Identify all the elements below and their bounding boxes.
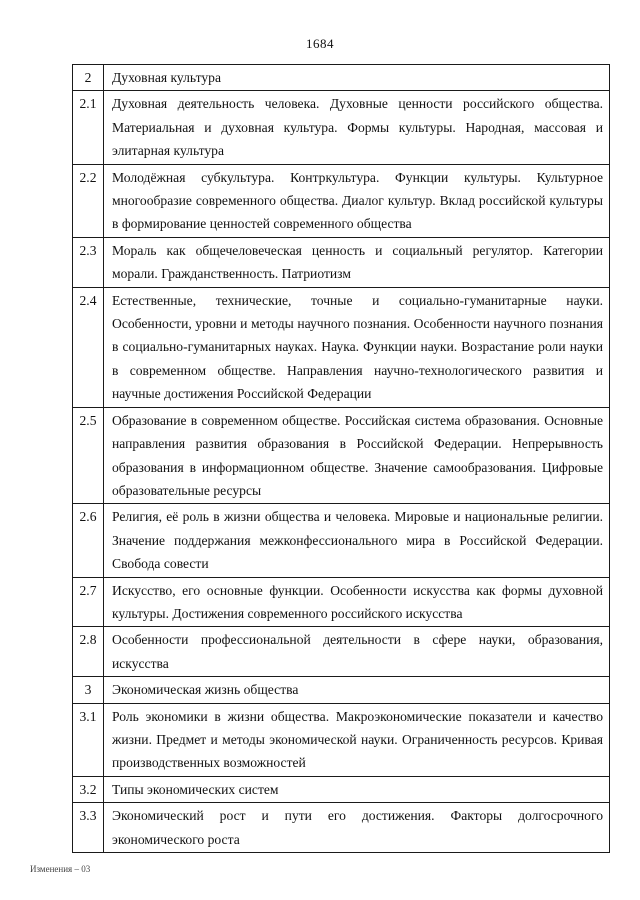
row-number: 2.8 bbox=[73, 627, 104, 677]
row-text: Экономическая жизнь общества bbox=[104, 677, 610, 703]
row-number: 3.3 bbox=[73, 803, 104, 853]
table-row bbox=[73, 287, 610, 407]
row-number: 2.5 bbox=[73, 407, 104, 504]
row-text: Типы экономических систем bbox=[104, 776, 610, 802]
row-text: Молодёжная субкультура. Контркультура. Функции культуры. Культурное многообразие современного общества. Диалог культур. Вклад российской культуры в формирование ценностей современного общества bbox=[104, 164, 610, 237]
table-row bbox=[73, 237, 610, 287]
table-row bbox=[73, 504, 610, 577]
row-number: 2.2 bbox=[73, 164, 104, 237]
row-number: 2 bbox=[73, 65, 104, 91]
row-text: Искусство, его основные функции. Особенности искусства как формы духовной культуры. Достижения современного российского искусства bbox=[104, 577, 610, 627]
row-number: 2.1 bbox=[73, 91, 104, 164]
table-row bbox=[73, 803, 610, 853]
row-number: 2.4 bbox=[73, 287, 104, 407]
table-row bbox=[73, 91, 610, 164]
table-row bbox=[73, 407, 610, 504]
row-number: 2.3 bbox=[73, 237, 104, 287]
row-text: Мораль как общечеловеческая ценность и социальный регулятор. Категории морали. Гражданственность. Патриотизм bbox=[104, 237, 610, 287]
table-row bbox=[73, 65, 610, 91]
row-number: 3.1 bbox=[73, 703, 104, 776]
row-text: Экономический рост и пути его достижения. Факторы долгосрочного экономического роста bbox=[104, 803, 610, 853]
page-number: 1684 bbox=[306, 36, 334, 51]
row-text: Образование в современном обществе. Российская система образования. Основные направления развития образования в Российской Федерации. Непрерывность образования в информационном обществе. Значение самообразования. Цифровые образовательные ресурсы bbox=[104, 407, 610, 504]
row-number: 3.2 bbox=[73, 776, 104, 802]
row-text: Особенности профессиональной деятельности в сфере науки, образования, искусства bbox=[104, 627, 610, 677]
row-number: 2.6 bbox=[73, 504, 104, 577]
content-table bbox=[72, 64, 610, 853]
row-text: Религия, её роль в жизни общества и человека. Мировые и национальные религии. Значение поддержания межконфессионального мира в Российской Федерации. Свобода совести bbox=[104, 504, 610, 577]
table-row bbox=[73, 703, 610, 776]
table-row bbox=[73, 577, 610, 627]
row-text: Духовная культура bbox=[104, 65, 610, 91]
row-text: Духовная деятельность человека. Духовные ценности российского общества. Материальная и духовная культура. Формы культуры. Народная, массовая и элитарная культура bbox=[104, 91, 610, 164]
footer-revision-note: Изменения – 03 bbox=[30, 864, 91, 874]
table-row bbox=[73, 627, 610, 677]
table-row bbox=[73, 164, 610, 237]
table-row bbox=[73, 677, 610, 703]
row-text: Роль экономики в жизни общества. Макроэкономические показатели и качество жизни. Предмет и методы экономической науки. Ограниченность ресурсов. Кривая производственных возможностей bbox=[104, 703, 610, 776]
row-number: 3 bbox=[73, 677, 104, 703]
row-text: Естественные, технические, точные и социально-гуманитарные науки. Особенности, уровни и методы научного познания. Особенности научного познания в социально-гуманитарных науках. Наука. Функции науки. Возрастание роли науки в современном обществе. Направления научно-технологического развития и научные достижения Российской Федерации bbox=[104, 287, 610, 407]
row-number: 2.7 bbox=[73, 577, 104, 627]
table-row bbox=[73, 776, 610, 802]
